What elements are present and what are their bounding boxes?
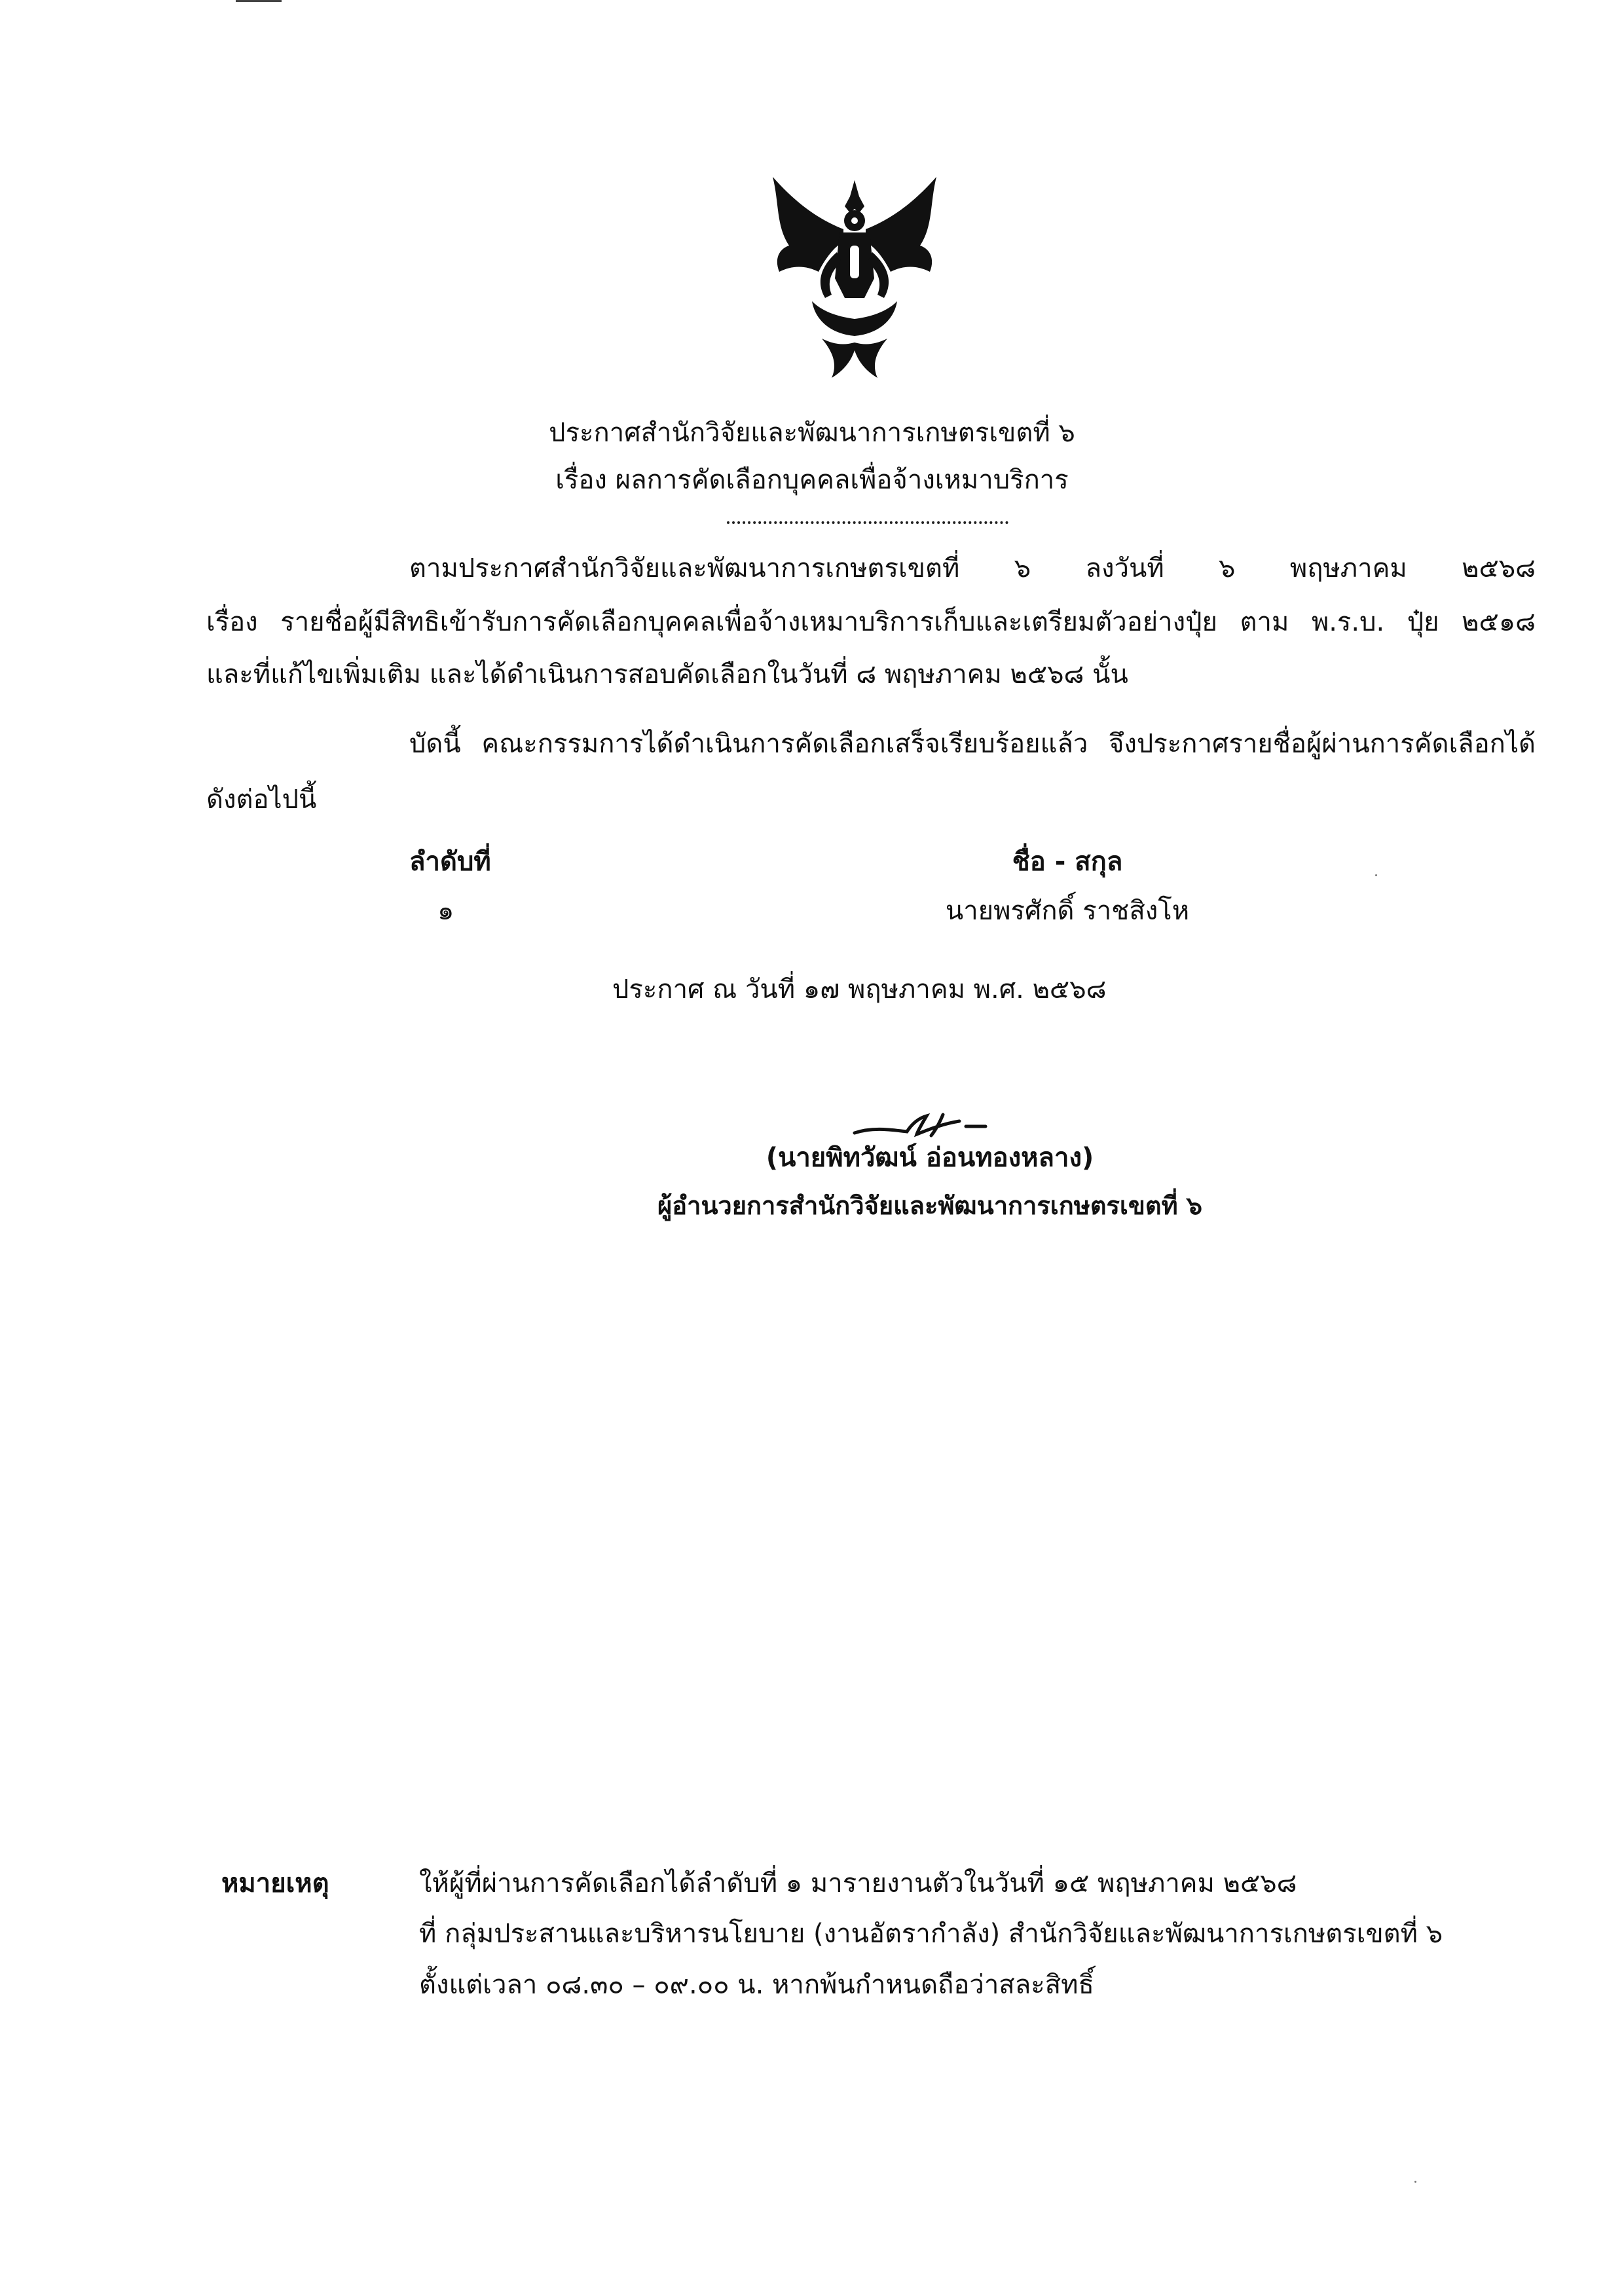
signatory-position: ผู้อำนวยการสำนักวิจัยและพัฒนาการเกษตรเขตที่ ๖ xyxy=(657,1191,1202,1220)
results-header-name: ชื่อ - สกุล xyxy=(1012,847,1123,877)
results-row-order: ๑ xyxy=(437,896,454,926)
results-row-name: นายพรศักดิ์ ราชสิงโห xyxy=(945,896,1190,926)
note-line2: ที่ กลุ่มประสานและบริหารนโยบาย (งานอัตรากำลัง) สำนักวิจัยและพัฒนาการเกษตรเขตที่ ๖ xyxy=(419,1919,1443,1949)
scan-artifact xyxy=(236,0,282,9)
results-header-order: ลำดับที่ xyxy=(409,847,491,877)
body-para2-line2: ดังต่อไปนี้ xyxy=(206,785,317,815)
body-para1-line1: ตามประกาศสำนักวิจัยและพัฒนาการเกษตรเขตที่ ๖ ลงวันที่ ๖ พฤษภาคม ๒๕๖๘ xyxy=(409,553,1536,583)
note-label: หมายเหตุ xyxy=(221,1868,329,1898)
note-line3: ตั้งแต่เวลา ๐๘.๓๐ – ๐๙.๐๐ น. หากพ้นกำหนดถือว่าสละสิทธิ์ xyxy=(419,1970,1094,2000)
announcement-subject: เรื่อง ผลการคัดเลือกบุคคลเพื่อจ้างเหมาบริการ xyxy=(555,465,1069,495)
signatory-name: (นายพิทวัฒน์ อ่อนทองหลาง) xyxy=(766,1143,1094,1173)
garuda-emblem-icon xyxy=(760,167,950,383)
body-para2-line1: บัดนี้ คณะกรรมการได้ดำเนินการคัดเลือกเสร็จเรียบร้อยแล้ว จึงประกาศรายชื่อผู้ผ่านการคัดเลือกได้ xyxy=(409,729,1536,759)
body-para1-line3: และที่แก้ไขเพิ่มเติม และได้ดำเนินการสอบคัดเลือกในวันที่ ๘ พฤษภาคม ๒๕๖๘ นั้น xyxy=(206,659,1128,690)
body-para1-line2: เรื่อง รายชื่อผู้มีสิทธิเข้ารับการคัดเลือกบุคคลเพื่อจ้างเหมาบริการเก็บและเตรียมตัวอย่างปุ๋ย ตาม พ.ร.บ. ปุ๋ย ๒๕๑๘ xyxy=(206,607,1536,637)
scan-speck xyxy=(1414,2181,1416,2183)
note-line1: ให้ผู้ที่ผ่านการคัดเลือกได้ลำดับที่ ๑ มารายงานตัวในวันที่ ๑๕ พฤษภาคม ๒๕๖๘ xyxy=(419,1868,1297,1898)
announcement-title: ประกาศสำนักวิจัยและพัฒนาการเกษตรเขตที่ ๖ xyxy=(549,418,1075,448)
title-divider xyxy=(727,521,1008,524)
announcement-date: ประกาศ ณ วันที่ ๑๗ พฤษภาคม พ.ศ. ๒๕๖๘ xyxy=(612,974,1107,1005)
scan-speck xyxy=(1375,874,1377,876)
